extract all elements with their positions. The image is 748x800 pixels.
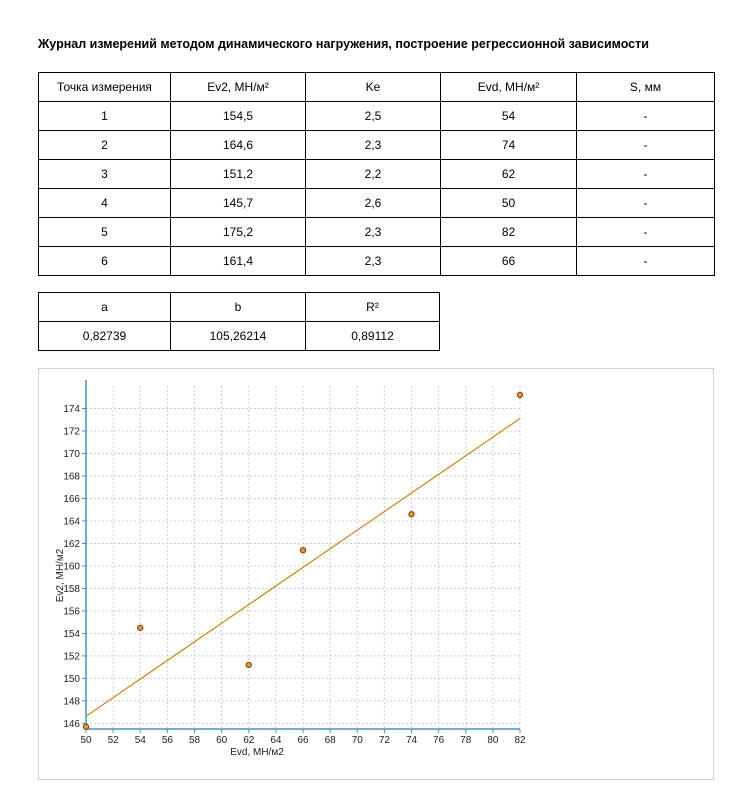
- table-cell: 2,3: [306, 218, 441, 247]
- x-tick-label: 70: [351, 735, 363, 746]
- y-tick-label: 146: [63, 718, 80, 730]
- x-tick-label: 50: [80, 735, 92, 746]
- y-tick-label: 170: [63, 448, 80, 460]
- table-cell: 2: [39, 131, 171, 160]
- data-point: [83, 724, 88, 729]
- header-cell: Ev2, МН/м²: [171, 73, 306, 102]
- y-tick-label: 172: [63, 426, 80, 438]
- coefficient-a: 0,82739: [39, 322, 171, 351]
- header-cell: Evd, МН/м²: [441, 73, 577, 102]
- table-cell: 2,2: [306, 160, 441, 189]
- y-tick-label: 168: [63, 471, 80, 483]
- data-point: [409, 512, 414, 517]
- table-cell: 145,7: [171, 189, 306, 218]
- table-cell: 5: [39, 218, 171, 247]
- y-tick-label: 150: [63, 673, 80, 685]
- y-tick-label: 152: [63, 651, 80, 663]
- y-tick-label: 154: [63, 628, 80, 640]
- page-title: Журнал измерений методом динамического нагружения, построение регрессионной зависимости: [38, 37, 649, 51]
- y-tick-label: 148: [63, 696, 80, 708]
- table-cell: 151,2: [171, 160, 306, 189]
- x-tick-label: 68: [324, 735, 336, 746]
- x-tick-label: 66: [297, 735, 309, 746]
- y-tick-label: 174: [63, 403, 80, 415]
- table-cell: 82: [441, 218, 577, 247]
- table-cell: 62: [441, 160, 577, 189]
- table-cell: 66: [441, 247, 577, 276]
- table-cell: -: [577, 218, 715, 247]
- y-axis-title: Ev2, МН/м2: [55, 548, 66, 603]
- table-cell: 74: [441, 131, 577, 160]
- header-cell: Точка измерения: [39, 73, 171, 102]
- y-tick-label: 162: [63, 538, 80, 550]
- table-cell: 3: [39, 160, 171, 189]
- data-point: [138, 625, 143, 630]
- header-cell: b: [171, 293, 306, 322]
- x-tick-label: 54: [134, 735, 146, 746]
- table-cell: 175,2: [171, 218, 306, 247]
- x-axis-title: Evd, МН/м2: [230, 747, 284, 758]
- data-point: [246, 662, 251, 667]
- table-cell: -: [577, 131, 715, 160]
- header-cell: Ke: [306, 73, 441, 102]
- y-tick-label: 164: [63, 516, 80, 528]
- x-tick-label: 78: [460, 735, 472, 746]
- table-cell: -: [577, 160, 715, 189]
- table-cell: -: [577, 102, 715, 131]
- x-tick-label: 60: [216, 735, 228, 746]
- table-cell: -: [577, 189, 715, 218]
- table-cell: 2,5: [306, 102, 441, 131]
- table-cell: 164,6: [171, 131, 306, 160]
- y-tick-label: 166: [63, 493, 80, 505]
- y-tick-label: 158: [63, 583, 80, 595]
- table-cell: 50: [441, 189, 577, 218]
- coefficient-r2: 0,89112: [306, 322, 440, 351]
- x-tick-label: 80: [487, 735, 499, 746]
- table-cell: 2,3: [306, 131, 441, 160]
- data-point: [517, 392, 522, 397]
- table-cell: 161,4: [171, 247, 306, 276]
- y-tick-label: 160: [63, 561, 80, 573]
- x-tick-label: 64: [270, 735, 282, 746]
- x-tick-label: 58: [188, 735, 201, 746]
- header-cell: R²: [306, 293, 440, 322]
- table-cell: 4: [39, 189, 171, 218]
- x-tick-label: 52: [107, 735, 119, 746]
- table-cell: 2,3: [306, 247, 441, 276]
- y-tick-label: 156: [63, 606, 80, 618]
- table-cell: 2,6: [306, 189, 441, 218]
- x-tick-label: 74: [405, 735, 418, 746]
- x-tick-label: 62: [243, 735, 255, 746]
- data-point: [300, 548, 305, 553]
- header-cell: S, мм: [577, 73, 715, 102]
- x-tick-label: 76: [433, 735, 445, 746]
- table-cell: 54: [441, 102, 577, 131]
- x-tick-label: 82: [514, 735, 526, 746]
- header-cell: a: [39, 293, 171, 322]
- table-cell: 1: [39, 102, 171, 131]
- x-tick-label: 72: [378, 735, 390, 746]
- coefficient-b: 105,26214: [171, 322, 306, 351]
- x-tick-label: 56: [161, 735, 173, 746]
- table-cell: 6: [39, 247, 171, 276]
- table-cell: 154,5: [171, 102, 306, 131]
- table-cell: -: [577, 247, 715, 276]
